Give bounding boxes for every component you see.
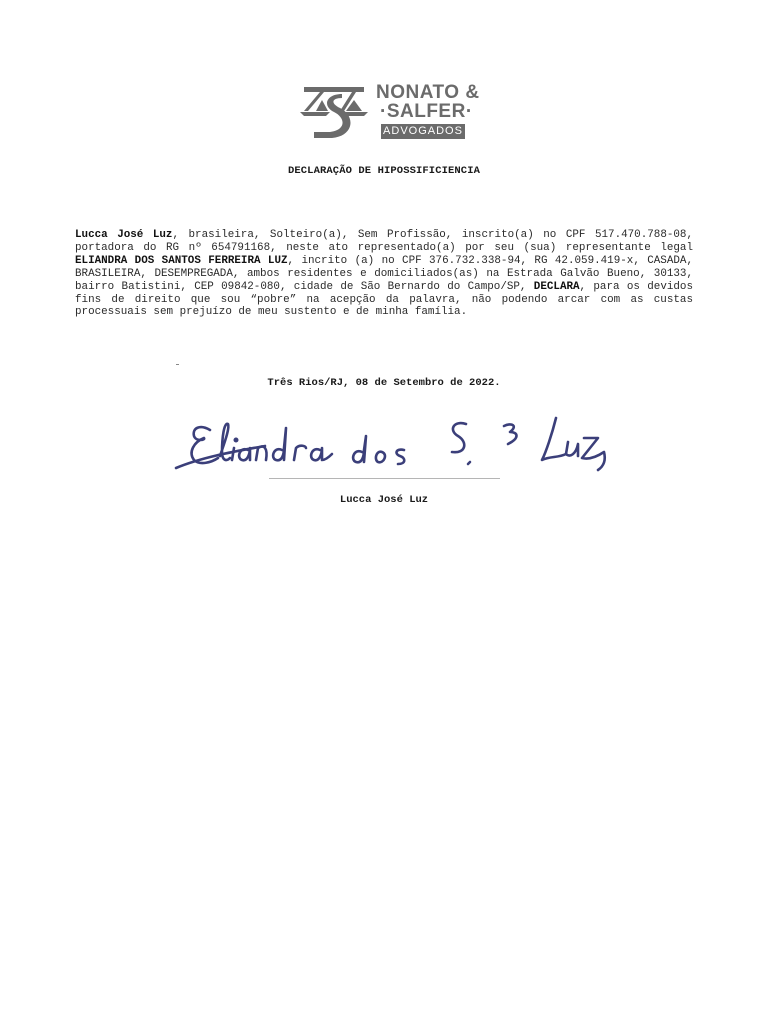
declarant-name: Lucca José Luz <box>75 229 173 241</box>
signer-name: Lucca José Luz <box>339 494 429 506</box>
paragraph-segment-1: , brasileira, Solteiro(a), Sem Profissão, inscrito(a) no CPF 517.470.788-08, portadora do RG nº 654791168, neste ato representado(a) por seu (sua) representante legal <box>75 229 694 254</box>
document-title: DECLARAÇÃO DE HIPOSSIFICIENCIA <box>287 165 481 177</box>
declara-verb: DECLARA <box>533 280 580 293</box>
signature-line <box>269 478 500 479</box>
logo-line-1: NONATO & <box>376 82 480 103</box>
paragraph-segment-2: , incrito (a) no CPF 376.732.338-94, RG 42.059.419-x, CASADA, BRASILEIRA, DESEMPREGADA, ambos residentes e domiciliados(as) na Estrada Galvão Bueno, 30133, bairro Batistini, CEP 09842-080, cidade de São Bernardo do Campo/SP, <box>75 254 693 293</box>
representative-name: ELIANDRA DOS SANTOS FERREIRA LUZ <box>75 254 288 267</box>
logo-line-2: ·SALFER· <box>380 101 473 122</box>
logo-line-3: ADVOGADOS <box>381 124 465 139</box>
signature-text: Eliandra dos S. Luz <box>170 408 182 409</box>
handwritten-signature <box>170 408 615 478</box>
place-and-date: Três Rios/RJ, 08 de Setembro de 2022. <box>267 377 501 389</box>
stray-mark <box>176 364 179 365</box>
paragraph-segment-3: , para os devidos fins de direito que sou “pobre” na acepção da palavra, não podendo arcar com as custas processuais sem prejuízo de meu sustento e de minha família. <box>75 280 694 319</box>
firm-logo <box>290 76 480 148</box>
declaration-paragraph <box>75 229 693 319</box>
